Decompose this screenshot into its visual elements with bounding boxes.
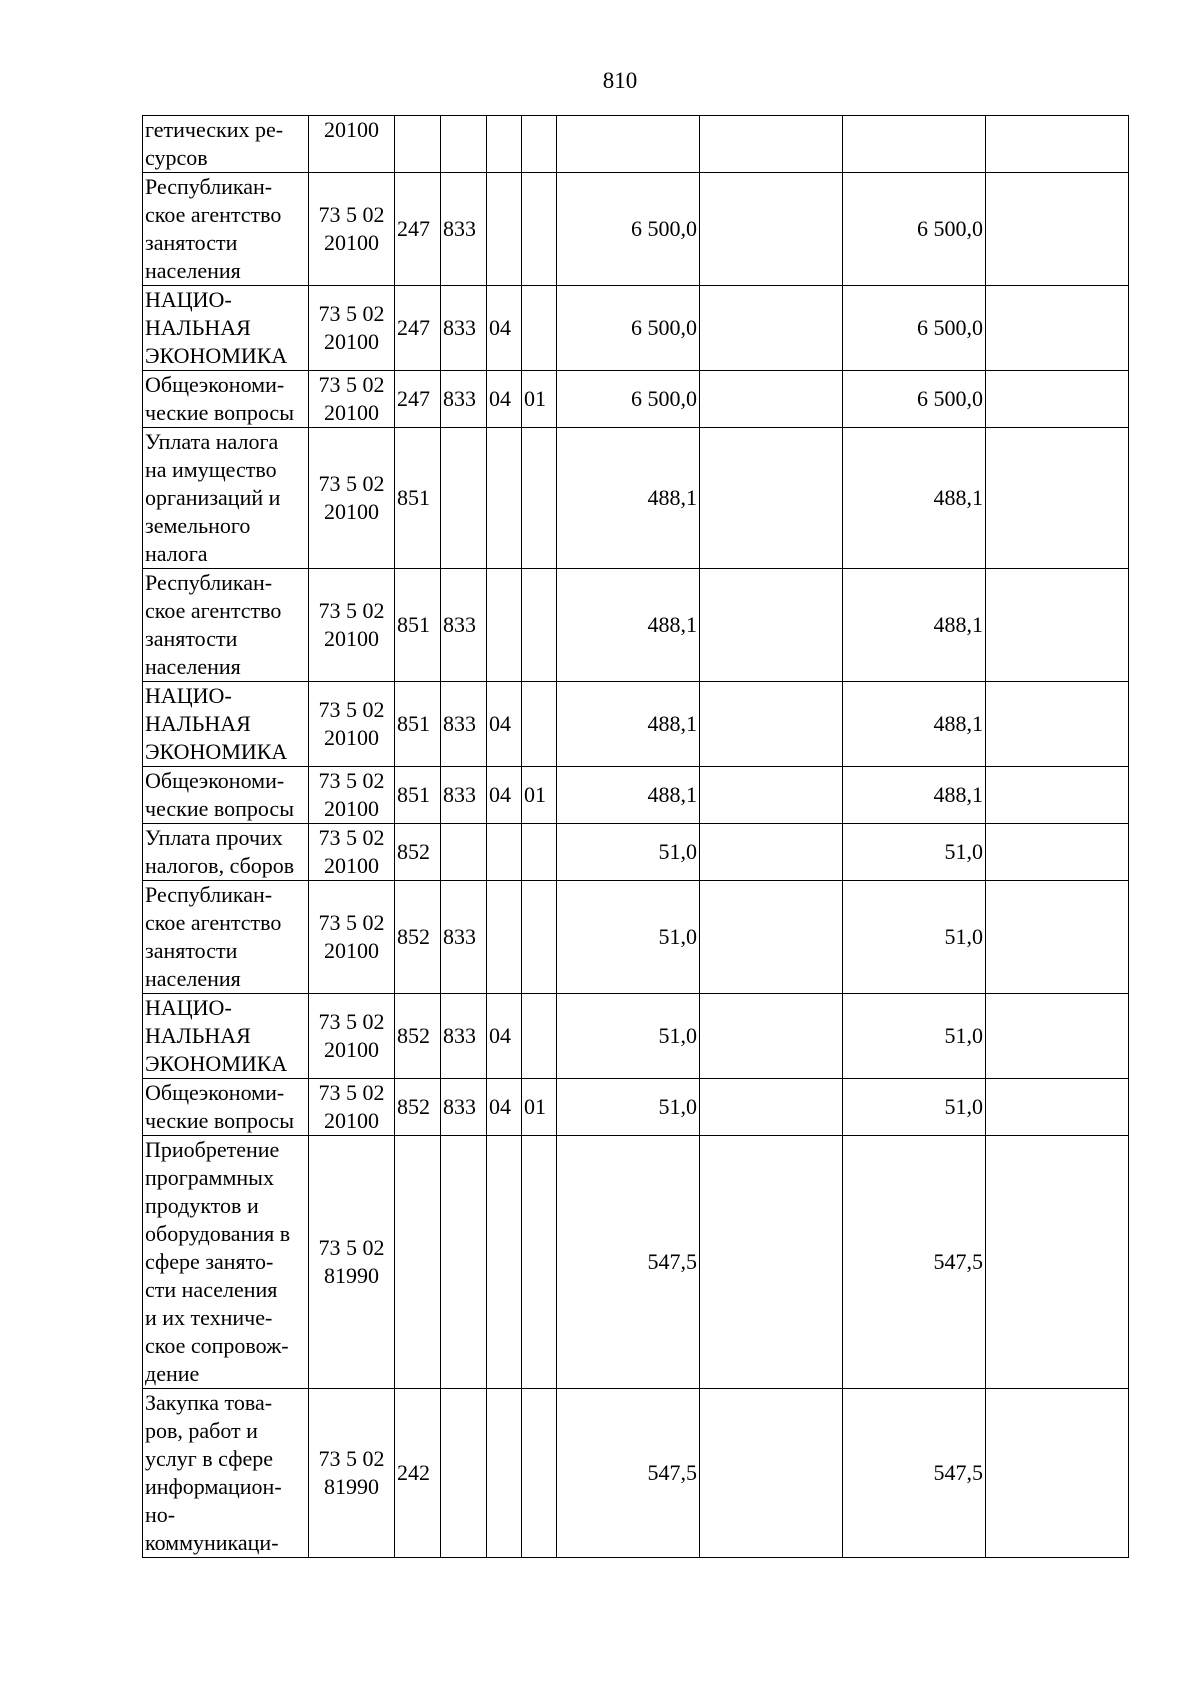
subsection-cell [522,116,557,173]
amount-cell-1: 488,1 [557,767,700,824]
target-article-line: 73 5 02 [318,202,385,227]
amount-cell-3 [843,116,986,173]
target-article-cell [309,994,395,1079]
subsection-cell [522,824,557,881]
item-name-line: программных [145,1165,274,1190]
item-name-line: занятости [145,230,238,255]
amount-cell-2 [700,1136,843,1389]
item-name-line: коммуникаци- [145,1530,279,1555]
target-article-line: 20100 [324,400,379,425]
amount-cell-3: 547,5 [843,1136,986,1389]
item-name-cell [143,116,309,173]
expense-type-cell: 851 [395,767,441,824]
item-name-cell [143,824,309,881]
target-article-line: 20100 [324,626,379,651]
expense-type-cell: 851 [395,682,441,767]
amount-cell-4 [986,682,1129,767]
amount-cell-4 [986,767,1129,824]
section-cell [487,1136,522,1389]
subsection-cell [522,994,557,1079]
amount-cell-3: 488,1 [843,767,986,824]
target-article-line: 20100 [324,117,379,142]
amount-cell-4 [986,1389,1129,1558]
section-cell: 04 [487,994,522,1079]
item-name-line: Общеэкономи- [145,1080,285,1105]
item-name-line: сти населения [145,1277,278,1302]
target-article-cell [309,1079,395,1136]
section-cell [487,173,522,286]
item-name-line: Уплата прочих [145,825,283,850]
amount-cell-4 [986,1079,1129,1136]
subsection-cell [522,1389,557,1558]
amount-cell-2 [700,286,843,371]
item-name-line: земельного [145,513,251,538]
target-article-cell [309,767,395,824]
item-name-cell [143,371,309,428]
table-row [143,682,1129,767]
target-article-line: 73 5 02 [318,825,385,850]
admin-code-cell: 833 [441,994,487,1079]
section-cell [487,428,522,569]
section-cell [487,1389,522,1558]
expense-type-cell: 852 [395,1079,441,1136]
subsection-cell: 01 [522,1079,557,1136]
admin-code-cell [441,1389,487,1558]
item-name-line: и их техниче- [145,1305,273,1330]
admin-code-cell [441,116,487,173]
amount-cell-1: 488,1 [557,569,700,682]
item-name-line: налога [145,541,208,566]
amount-cell-3: 6 500,0 [843,173,986,286]
target-article-line: 73 5 02 [318,598,385,623]
target-article-cell [309,569,395,682]
table-row [143,1389,1129,1558]
expense-type-cell: 851 [395,569,441,682]
amount-cell-2 [700,994,843,1079]
admin-code-cell: 833 [441,881,487,994]
amount-cell-3: 547,5 [843,1389,986,1558]
subsection-cell [522,569,557,682]
subsection-cell [522,881,557,994]
item-name-line: ЭКОНОМИКА [145,739,288,764]
target-article-line: 20100 [324,499,379,524]
amount-cell-3: 488,1 [843,682,986,767]
amount-cell-1: 547,5 [557,1389,700,1558]
section-cell: 04 [487,286,522,371]
amount-cell-4 [986,1136,1129,1389]
target-article-line: 73 5 02 [318,910,385,935]
amount-cell-1: 51,0 [557,994,700,1079]
table-row [143,767,1129,824]
target-article-line: 81990 [324,1474,379,1499]
amount-cell-3: 488,1 [843,428,986,569]
admin-code-cell [441,428,487,569]
target-article-cell [309,371,395,428]
target-article-line: 73 5 02 [318,1446,385,1471]
item-name-cell [143,994,309,1079]
table-row [143,371,1129,428]
item-name-line: Общеэкономи- [145,768,285,793]
amount-cell-4 [986,371,1129,428]
item-name-line: оборудования в [145,1221,291,1246]
amount-cell-4 [986,116,1129,173]
admin-code-cell: 833 [441,371,487,428]
item-name-line: ЭКОНОМИКА [145,343,288,368]
item-name-cell [143,1079,309,1136]
target-article-line: 20100 [324,1108,379,1133]
amount-cell-3: 51,0 [843,994,986,1079]
section-cell: 04 [487,371,522,428]
item-name-cell [143,1389,309,1558]
amount-cell-2 [700,767,843,824]
amount-cell-1: 6 500,0 [557,286,700,371]
table-body [143,116,1129,1558]
admin-code-cell: 833 [441,682,487,767]
amount-cell-4 [986,569,1129,682]
target-article-line: 73 5 02 [318,1235,385,1260]
item-name-line: НАЦИО- [145,683,232,708]
amount-cell-1 [557,116,700,173]
item-name-line: населения [145,654,241,679]
item-name-line: ское агентство [145,598,282,623]
amount-cell-3: 6 500,0 [843,286,986,371]
item-name-line: налогов, сборов [145,853,295,878]
amount-cell-4 [986,428,1129,569]
amount-cell-1: 51,0 [557,1079,700,1136]
amount-cell-2 [700,173,843,286]
table-row [143,881,1129,994]
amount-cell-4 [986,881,1129,994]
target-article-cell [309,286,395,371]
target-article-cell [309,881,395,994]
section-cell [487,569,522,682]
section-cell: 04 [487,682,522,767]
item-name-line: Уплата налога [145,429,279,454]
item-name-line: Республикан- [145,570,273,595]
item-name-line: ское агентство [145,202,282,227]
section-cell [487,881,522,994]
table-row [143,1079,1129,1136]
item-name-cell [143,286,309,371]
expense-type-cell [395,1136,441,1389]
item-name-line: ское сопровож- [145,1333,289,1358]
item-name-line: НАЛЬНАЯ [145,1023,251,1048]
item-name-line: Закупка това- [145,1390,273,1415]
expense-type-cell: 852 [395,994,441,1079]
section-cell: 04 [487,767,522,824]
budget-table [142,115,1129,1558]
table-row [143,286,1129,371]
table-row [143,994,1129,1079]
item-name-line: НАЛЬНАЯ [145,315,251,340]
item-name-cell [143,1136,309,1389]
target-article-line: 73 5 02 [318,1009,385,1034]
admin-code-cell [441,1136,487,1389]
amount-cell-4 [986,286,1129,371]
target-article-cell [309,173,395,286]
amount-cell-2 [700,824,843,881]
amount-cell-2 [700,116,843,173]
item-name-line: ческие вопросы [145,1108,294,1133]
item-name-line: Общеэкономи- [145,372,285,397]
table-row [143,428,1129,569]
subsection-cell: 01 [522,767,557,824]
item-name-line: гетических ре- [145,117,284,142]
item-name-line: организаций и [145,485,281,510]
section-cell: 04 [487,1079,522,1136]
item-name-line: дение [145,1361,200,1386]
subsection-cell [522,682,557,767]
amount-cell-3: 51,0 [843,881,986,994]
item-name-line: занятости [145,626,238,651]
item-name-line: ческие вопросы [145,400,294,425]
amount-cell-3: 6 500,0 [843,371,986,428]
admin-code-cell: 833 [441,286,487,371]
item-name-line: НАЦИО- [145,995,232,1020]
subsection-cell: 01 [522,371,557,428]
table-row [143,1136,1129,1389]
amount-cell-3: 51,0 [843,1079,986,1136]
item-name-line: ЭКОНОМИКА [145,1051,288,1076]
amount-cell-1: 51,0 [557,824,700,881]
target-article-cell [309,428,395,569]
amount-cell-2 [700,881,843,994]
admin-code-cell: 833 [441,569,487,682]
amount-cell-1: 51,0 [557,881,700,994]
expense-type-cell: 852 [395,824,441,881]
admin-code-cell: 833 [441,767,487,824]
amount-cell-2 [700,428,843,569]
target-article-cell [309,1136,395,1389]
target-article-line: 20100 [324,725,379,750]
table-row [143,173,1129,286]
page-number: 810 [602,68,638,93]
item-name-line: ческие вопросы [145,796,294,821]
item-name-line: сурсов [145,145,208,170]
target-article-line: 20100 [324,230,379,255]
amount-cell-2 [700,682,843,767]
item-name-line: сфере занято- [145,1249,274,1274]
expense-type-cell: 242 [395,1389,441,1558]
target-article-line: 81990 [324,1263,379,1288]
item-name-cell [143,173,309,286]
section-cell [487,116,522,173]
target-article-cell [309,1389,395,1558]
item-name-line: ров, работ и [145,1418,258,1443]
item-name-line: Республикан- [145,174,273,199]
item-name-line: Приобретение [145,1137,280,1162]
expense-type-cell: 851 [395,428,441,569]
expense-type-cell: 247 [395,371,441,428]
amount-cell-3: 51,0 [843,824,986,881]
amount-cell-2 [700,371,843,428]
amount-cell-4 [986,824,1129,881]
table-row [143,824,1129,881]
item-name-cell [143,767,309,824]
amount-cell-1: 547,5 [557,1136,700,1389]
item-name-line: населения [145,258,241,283]
item-name-line: продуктов и [145,1193,259,1218]
subsection-cell [522,428,557,569]
item-name-line: ское агентство [145,910,282,935]
item-name-line: НАЦИО- [145,287,232,312]
amount-cell-1: 6 500,0 [557,173,700,286]
admin-code-cell: 833 [441,173,487,286]
item-name-cell [143,682,309,767]
item-name-line: на имущество [145,457,277,482]
item-name-line: Республикан- [145,882,273,907]
admin-code-cell [441,824,487,881]
expense-type-cell: 247 [395,286,441,371]
amount-cell-2 [700,1389,843,1558]
amount-cell-4 [986,994,1129,1079]
target-article-line: 73 5 02 [318,372,385,397]
target-article-line: 73 5 02 [318,301,385,326]
table-row [143,116,1129,173]
target-article-line: 20100 [324,796,379,821]
target-article-line: 73 5 02 [318,697,385,722]
amount-cell-2 [700,569,843,682]
amount-cell-1: 488,1 [557,428,700,569]
target-article-cell [309,682,395,767]
subsection-cell [522,1136,557,1389]
subsection-cell [522,286,557,371]
section-cell [487,824,522,881]
amount-cell-4 [986,173,1129,286]
target-article-cell [309,116,395,173]
item-name-line: но- [145,1502,176,1527]
item-name-line: НАЛЬНАЯ [145,711,251,736]
expense-type-cell: 247 [395,173,441,286]
target-article-cell [309,824,395,881]
target-article-line: 20100 [324,1037,379,1062]
amount-cell-1: 488,1 [557,682,700,767]
item-name-cell [143,428,309,569]
expense-type-cell: 852 [395,881,441,994]
item-name-line: услуг в сфере [145,1446,273,1471]
amount-cell-1: 6 500,0 [557,371,700,428]
target-article-line: 73 5 02 [318,768,385,793]
item-name-cell [143,569,309,682]
item-name-cell [143,881,309,994]
subsection-cell [522,173,557,286]
target-article-line: 20100 [324,329,379,354]
item-name-line: информацион- [145,1474,282,1499]
item-name-line: населения [145,966,241,991]
target-article-line: 73 5 02 [318,471,385,496]
expense-type-cell [395,116,441,173]
table-row [143,569,1129,682]
target-article-line: 20100 [324,938,379,963]
amount-cell-3: 488,1 [843,569,986,682]
item-name-line: занятости [145,938,238,963]
target-article-line: 20100 [324,853,379,878]
amount-cell-2 [700,1079,843,1136]
target-article-line: 73 5 02 [318,1080,385,1105]
admin-code-cell: 833 [441,1079,487,1136]
